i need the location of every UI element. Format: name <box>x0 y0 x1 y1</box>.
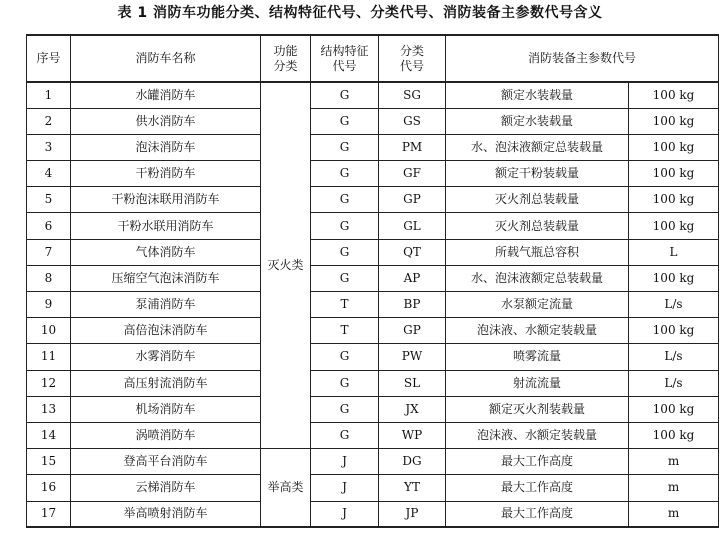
cell-code: SL <box>379 370 446 396</box>
cell-struct: G <box>311 422 379 448</box>
cell-param: 射流流量 <box>446 370 629 396</box>
cell-name: 泵浦消防车 <box>71 292 261 318</box>
cell-name: 泡沫消防车 <box>71 134 261 160</box>
cell-unit: 100 kg <box>629 265 719 291</box>
cell-code: PM <box>379 134 446 160</box>
table-row <box>27 370 719 396</box>
cell-param: 泡沫液、水额定装载量 <box>446 422 629 448</box>
table-row <box>27 82 719 108</box>
cell-unit: 100 kg <box>629 82 719 108</box>
table-row <box>27 501 719 527</box>
cell-code: BP <box>379 292 446 318</box>
cell-name: 水罐消防车 <box>71 82 261 108</box>
cell-param: 最大工作高度 <box>446 449 629 475</box>
cell-no: 3 <box>27 134 71 160</box>
cell-struct: G <box>311 187 379 213</box>
cell-no: 13 <box>27 396 71 422</box>
cell-no: 9 <box>27 292 71 318</box>
table-row <box>27 187 719 213</box>
table-row <box>27 134 719 160</box>
cell-param: 喷雾流量 <box>446 344 629 370</box>
cell-name: 云梯消防车 <box>71 475 261 501</box>
cell-param: 灭火剂总装载量 <box>446 213 629 239</box>
cell-param: 最大工作高度 <box>446 475 629 501</box>
cell-no: 1 <box>27 82 71 108</box>
cell-code: GP <box>379 318 446 344</box>
cell-struct: T <box>311 318 379 344</box>
cell-param: 水、泡沫液额定总装载量 <box>446 265 629 291</box>
cell-unit: 100 kg <box>629 318 719 344</box>
cell-code: GS <box>379 108 446 134</box>
table-row <box>27 213 719 239</box>
cell-unit: m <box>629 475 719 501</box>
cell-struct: G <box>311 82 379 108</box>
table-body <box>27 82 719 527</box>
table-row <box>27 318 719 344</box>
table-row <box>27 422 719 448</box>
cell-unit: 100 kg <box>629 213 719 239</box>
cell-struct: G <box>311 396 379 422</box>
cell-name: 干粉泡沫联用消防车 <box>71 187 261 213</box>
cell-param: 额定水装载量 <box>446 108 629 134</box>
table-title: 表 1 消防车功能分类、结构特征代号、分类代号、消防装备主参数代号含义 <box>117 5 603 21</box>
header-func: 功能 分类 <box>261 35 311 82</box>
header-name: 消防车名称 <box>71 35 261 82</box>
cell-param: 灭火剂总装载量 <box>446 187 629 213</box>
cell-name: 高压射流消防车 <box>71 370 261 396</box>
cell-no: 14 <box>27 422 71 448</box>
cell-code: GL <box>379 213 446 239</box>
fire-truck-code-table <box>26 34 719 528</box>
cell-name: 水雾消防车 <box>71 344 261 370</box>
cell-code: JX <box>379 396 446 422</box>
cell-no: 11 <box>27 344 71 370</box>
table-row <box>27 344 719 370</box>
cell-func-group-aerial: 举高类 <box>261 449 311 528</box>
cell-code: AP <box>379 265 446 291</box>
cell-name: 登高平台消防车 <box>71 449 261 475</box>
cell-struct: G <box>311 239 379 265</box>
cell-func-group-extinguishing: 灭火类 <box>261 82 311 449</box>
cell-code: GP <box>379 187 446 213</box>
cell-name: 压缩空气泡沫消防车 <box>71 265 261 291</box>
cell-name: 举高喷射消防车 <box>71 501 261 527</box>
cell-code: GF <box>379 161 446 187</box>
cell-code: DG <box>379 449 446 475</box>
cell-name: 供水消防车 <box>71 108 261 134</box>
cell-unit: 100 kg <box>629 187 719 213</box>
cell-name: 干粉水联用消防车 <box>71 213 261 239</box>
cell-struct: J <box>311 475 379 501</box>
cell-unit: m <box>629 501 719 527</box>
cell-struct: G <box>311 370 379 396</box>
header-struct: 结构特征 代号 <box>311 35 379 82</box>
cell-no: 8 <box>27 265 71 291</box>
cell-code: PW <box>379 344 446 370</box>
cell-name: 高倍泡沫消防车 <box>71 318 261 344</box>
header-cls: 分类 代号 <box>379 35 446 82</box>
cell-name: 干粉消防车 <box>71 161 261 187</box>
cell-no: 6 <box>27 213 71 239</box>
cell-unit: L <box>629 239 719 265</box>
cell-name: 气体消防车 <box>71 239 261 265</box>
cell-struct: T <box>311 292 379 318</box>
cell-unit: m <box>629 449 719 475</box>
cell-param: 最大工作高度 <box>446 501 629 527</box>
cell-no: 12 <box>27 370 71 396</box>
cell-no: 2 <box>27 108 71 134</box>
cell-no: 15 <box>27 449 71 475</box>
cell-unit: 100 kg <box>629 396 719 422</box>
cell-unit: 100 kg <box>629 161 719 187</box>
cell-struct: G <box>311 108 379 134</box>
table-row <box>27 475 719 501</box>
cell-unit: 100 kg <box>629 422 719 448</box>
cell-unit: L/s <box>629 370 719 396</box>
cell-struct: J <box>311 501 379 527</box>
cell-no: 17 <box>27 501 71 527</box>
cell-code: WP <box>379 422 446 448</box>
cell-struct: G <box>311 344 379 370</box>
table-row <box>27 396 719 422</box>
cell-code: JP <box>379 501 446 527</box>
cell-name: 机场消防车 <box>71 396 261 422</box>
cell-code: QT <box>379 239 446 265</box>
header-row <box>27 35 719 82</box>
cell-struct: G <box>311 134 379 160</box>
cell-struct: J <box>311 449 379 475</box>
cell-unit: 100 kg <box>629 108 719 134</box>
cell-param: 水泵额定流量 <box>446 292 629 318</box>
table-row <box>27 239 719 265</box>
table-row <box>27 265 719 291</box>
cell-struct: G <box>311 213 379 239</box>
table-row <box>27 161 719 187</box>
cell-no: 4 <box>27 161 71 187</box>
cell-param: 所载气瓶总容积 <box>446 239 629 265</box>
cell-param: 水、泡沫液额定总装载量 <box>446 134 629 160</box>
cell-struct: G <box>311 161 379 187</box>
cell-unit: L/s <box>629 292 719 318</box>
cell-name: 涡喷消防车 <box>71 422 261 448</box>
cell-unit: 100 kg <box>629 134 719 160</box>
cell-no: 5 <box>27 187 71 213</box>
cell-param: 额定水装载量 <box>446 82 629 108</box>
cell-param: 额定灭火剂装载量 <box>446 396 629 422</box>
cell-code: SG <box>379 82 446 108</box>
cell-code: YT <box>379 475 446 501</box>
cell-unit: L/s <box>629 344 719 370</box>
cell-no: 16 <box>27 475 71 501</box>
table-row <box>27 108 719 134</box>
cell-no: 7 <box>27 239 71 265</box>
cell-no: 10 <box>27 318 71 344</box>
table-row <box>27 449 719 475</box>
header-no: 序号 <box>27 35 71 82</box>
cell-struct: G <box>311 265 379 291</box>
cell-param: 额定干粉装载量 <box>446 161 629 187</box>
header-param: 消防装备主参数代号 <box>446 35 719 82</box>
cell-param: 泡沫液、水额定装载量 <box>446 318 629 344</box>
table-row <box>27 292 719 318</box>
